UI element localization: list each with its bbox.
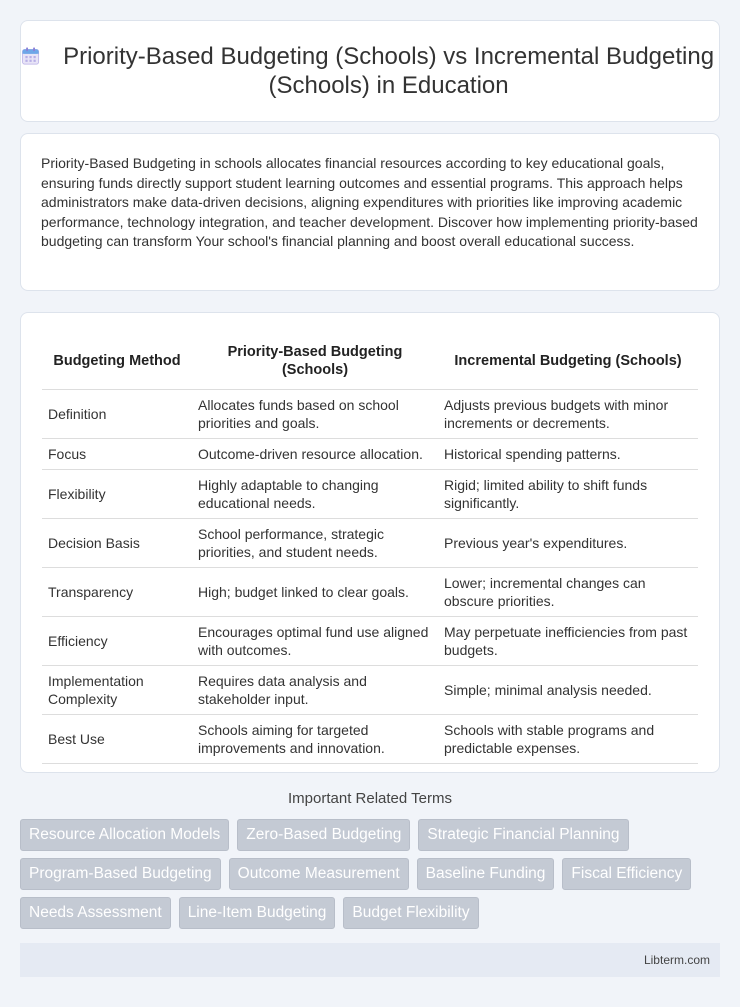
- table-cell: Requires data analysis and stakeholder input.: [192, 665, 438, 714]
- related-term-tag[interactable]: Baseline Funding: [417, 858, 555, 890]
- footer-brand-link[interactable]: Libterm.com: [643, 953, 710, 967]
- related-terms-title: Important Related Terms: [288, 790, 452, 807]
- table-cell: Best Use: [42, 714, 192, 763]
- table-cell: Outcome-driven resource allocation.: [192, 438, 438, 469]
- related-term-tag[interactable]: Budget Flexibility: [343, 897, 478, 929]
- table-cell: Lower; incremental changes can obscure priorities.: [438, 567, 698, 616]
- comparison-table-card: [20, 312, 720, 773]
- table-cell: Implementation Complexity: [42, 665, 192, 714]
- table-row: [42, 438, 698, 469]
- page-title: Priority-Based Budgeting (Schools) vs Incremental Budgeting (Schools) in Education: [63, 43, 715, 99]
- table-cell: Definition: [42, 389, 192, 438]
- table-cell: May perpetuate inefficiencies from past budgets.: [438, 616, 698, 665]
- related-term-tag[interactable]: Fiscal Efficiency: [562, 858, 691, 890]
- related-term-tag[interactable]: Needs Assessment: [20, 897, 171, 929]
- table-cell: Encourages optimal fund use aligned with outcomes.: [192, 616, 438, 665]
- intro-card: [20, 133, 720, 291]
- table-cell: Adjusts previous budgets with minor increments or decrements.: [438, 389, 698, 438]
- table-cell: Flexibility: [42, 469, 192, 518]
- calendar-icon: [21, 43, 40, 69]
- table-row: [42, 389, 698, 438]
- related-term-tag[interactable]: Strategic Financial Planning: [418, 819, 628, 851]
- table-cell: School performance, strategic priorities, and student needs.: [192, 518, 438, 567]
- table-cell: Transparency: [42, 567, 192, 616]
- table-header: Budgeting Method: [42, 333, 192, 389]
- header-card: [20, 20, 720, 122]
- table-row: [42, 469, 698, 518]
- table-cell: Highly adaptable to changing educational needs.: [192, 469, 438, 518]
- table-cell: High; budget linked to clear goals.: [192, 567, 438, 616]
- table-cell: Rigid; limited ability to shift funds significantly.: [438, 469, 698, 518]
- related-term-tag[interactable]: Outcome Measurement: [229, 858, 409, 890]
- table-cell: Efficiency: [42, 616, 192, 665]
- table-cell: Focus: [42, 438, 192, 469]
- table-header: Priority-Based Budgeting (Schools): [192, 333, 438, 389]
- table-cell: Allocates funds based on school priorities and goals.: [192, 389, 438, 438]
- table-row: [42, 518, 698, 567]
- footer: [20, 943, 720, 977]
- related-term-tag[interactable]: Program-Based Budgeting: [20, 858, 221, 890]
- related-term-tag[interactable]: Line-Item Budgeting: [179, 897, 336, 929]
- table-header: Incremental Budgeting (Schools): [438, 333, 698, 389]
- comparison-table: [42, 333, 698, 764]
- table-cell: Decision Basis: [42, 518, 192, 567]
- table-row: [42, 616, 698, 665]
- table-cell: Schools with stable programs and predictable expenses.: [438, 714, 698, 763]
- related-term-tag[interactable]: Resource Allocation Models: [20, 819, 229, 851]
- related-terms-tags: [20, 819, 720, 929]
- table-header-row: [42, 333, 698, 389]
- intro-text: Priority-Based Budgeting in schools allocates financial resources according to key educational goals, ensuring funds directly support student learning outcomes and essential programs. This approach helps administrators make data-driven decisions, aligning expenditures with priorities like improving academic performance, technology integration, and teacher development. Discover how implementing priority-based budgeting can transform Your school's financial planning and boost overall educational success.: [41, 155, 698, 250]
- table-cell: Simple; minimal analysis needed.: [438, 665, 698, 714]
- related-terms-section: [20, 790, 720, 929]
- table-row: [42, 714, 698, 763]
- table-cell: Historical spending patterns.: [438, 438, 698, 469]
- related-term-tag[interactable]: Zero-Based Budgeting: [237, 819, 410, 851]
- table-cell: Previous year's expenditures.: [438, 518, 698, 567]
- table-row: [42, 567, 698, 616]
- table-cell: Schools aiming for targeted improvements and innovation.: [192, 714, 438, 763]
- table-row: [42, 665, 698, 714]
